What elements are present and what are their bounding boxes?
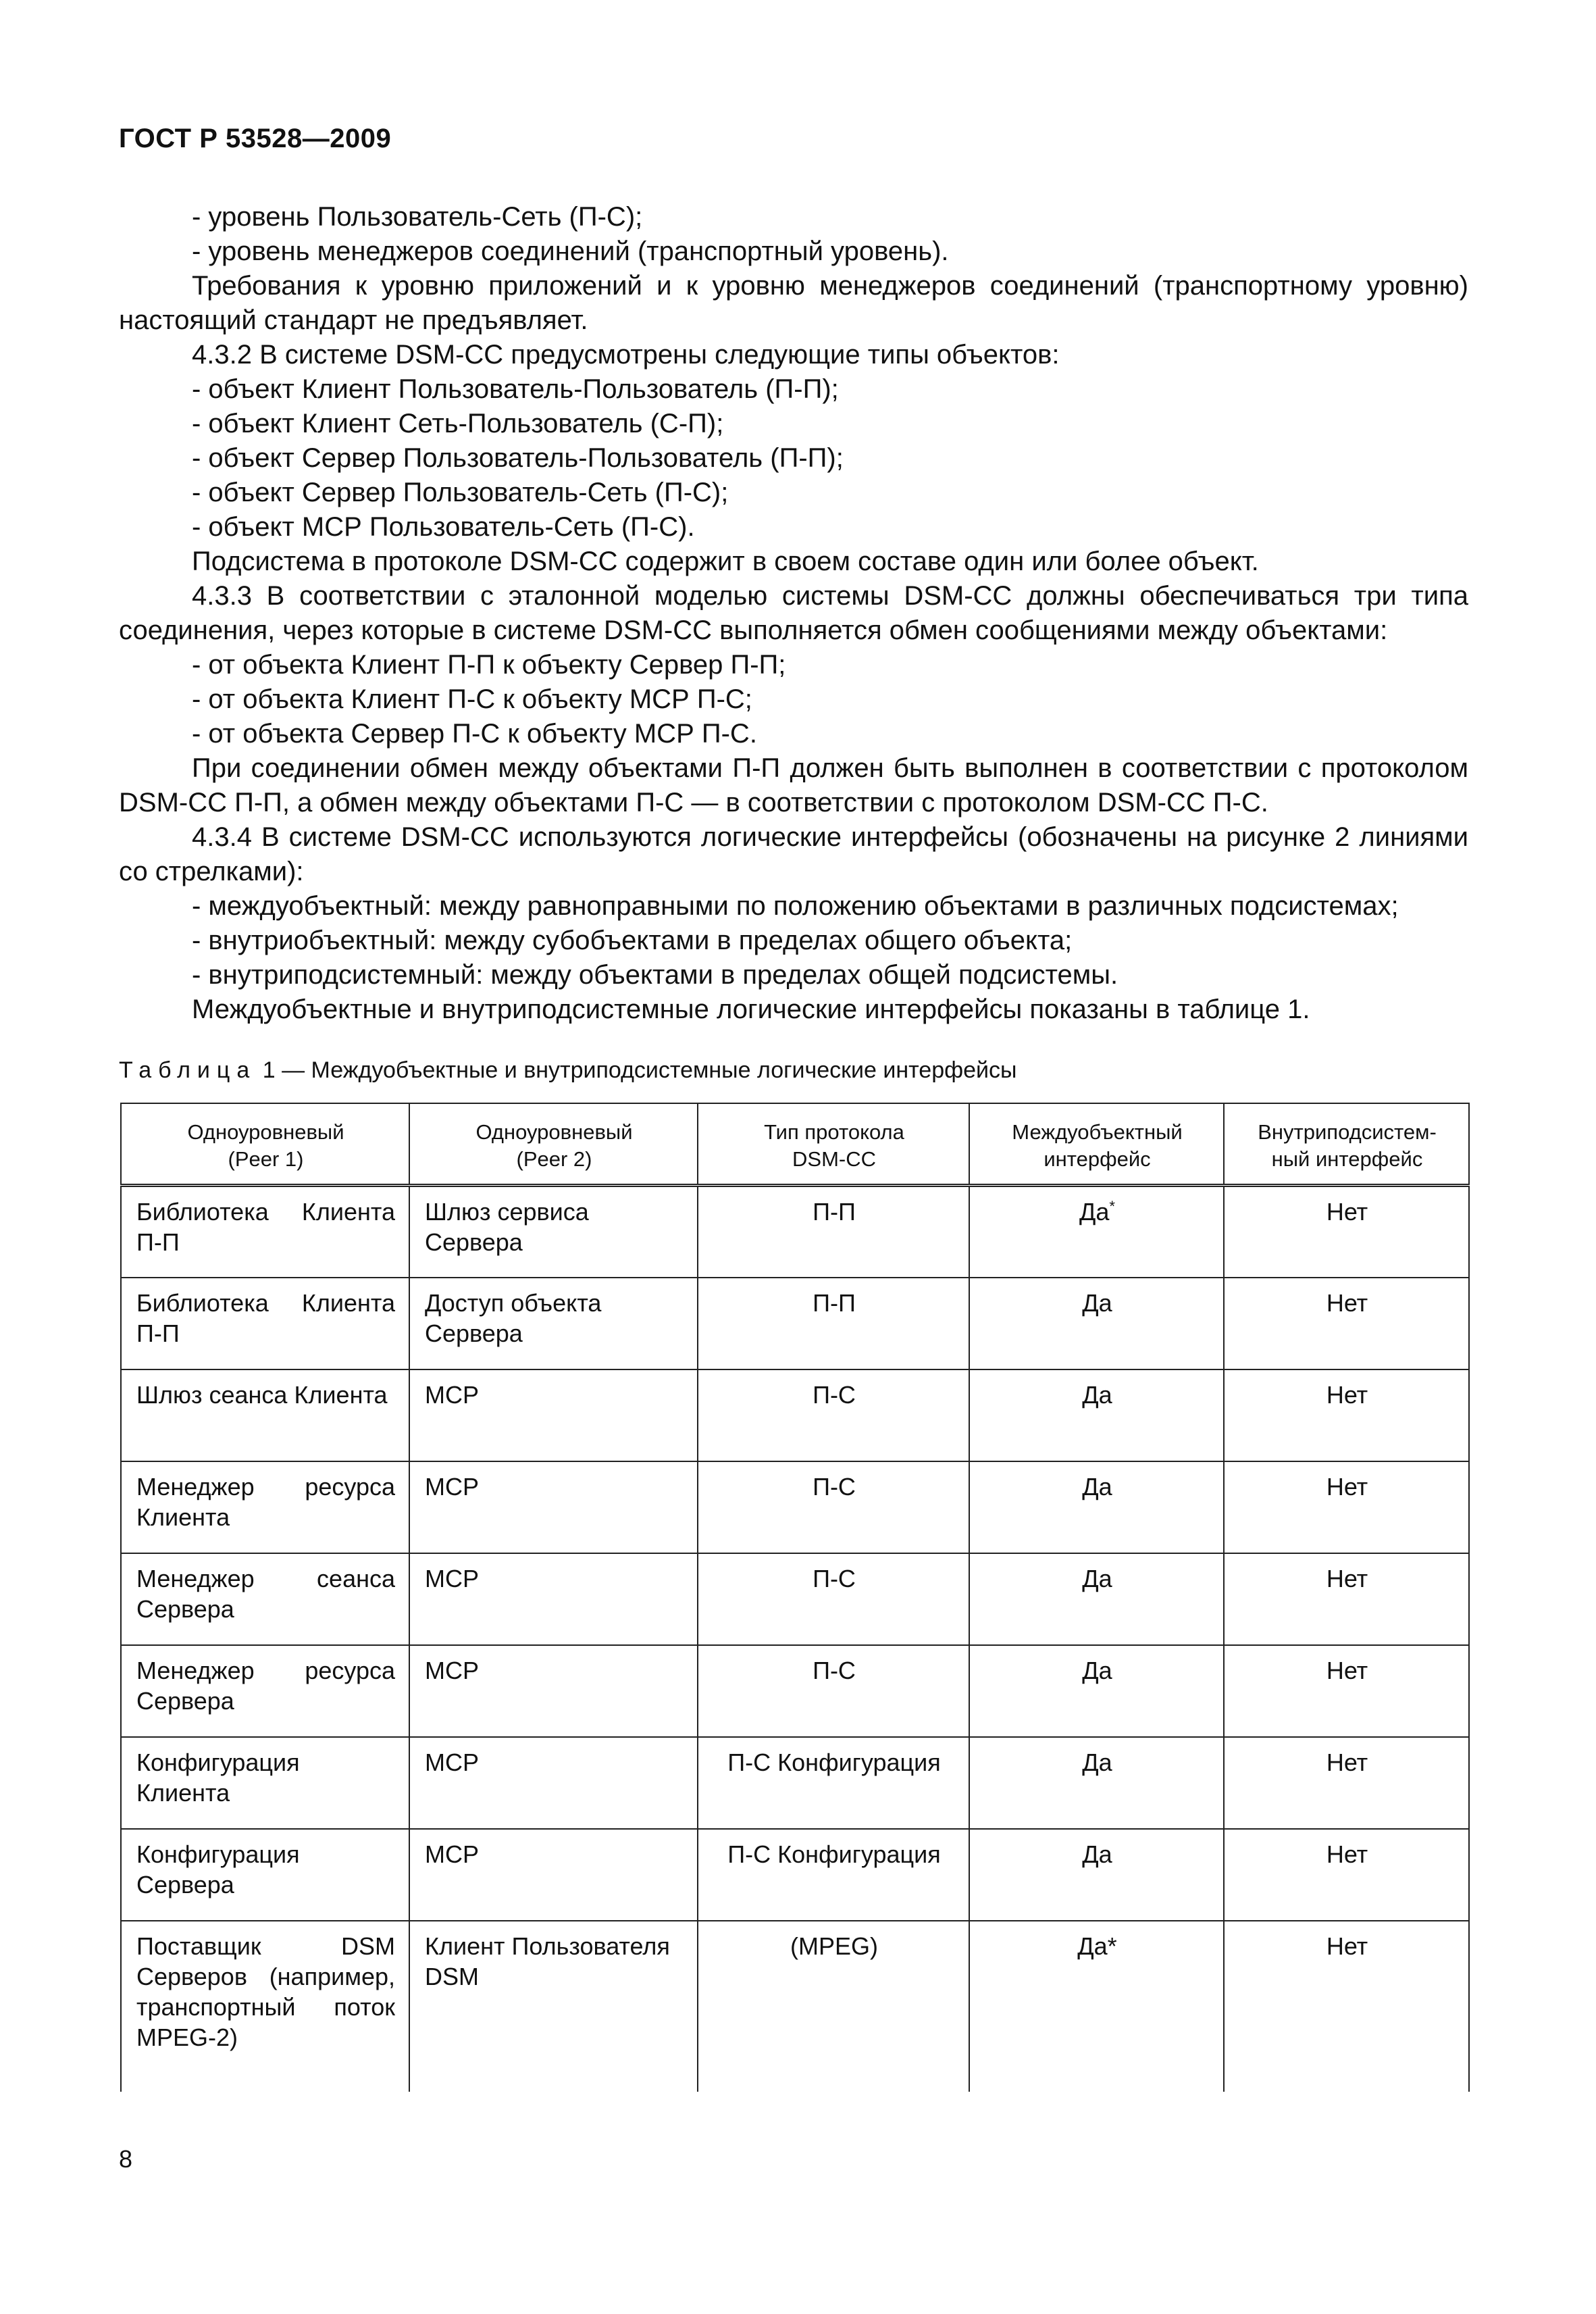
footnote-mark: * <box>1109 1198 1115 1215</box>
paragraph: - объект Сервер Пользователь-Сеть (П-С); <box>192 478 729 507</box>
cell-protocol: (MPEG) <box>698 1921 969 2092</box>
table-row <box>121 1829 1469 1921</box>
paragraph: - уровень менеджеров соединений (транспортный уровень). <box>192 236 949 266</box>
cell-protocol: П-С <box>698 1645 969 1737</box>
table-row <box>121 1461 1469 1553</box>
cell-peer2: Клиент Пользователя DSM <box>409 1921 698 2092</box>
cell-peer1: Менеджер сеанса Сервера <box>121 1553 409 1645</box>
cell-intrasubsystem: Нет <box>1224 1461 1469 1553</box>
cell-interobject: Да <box>969 1829 1224 1921</box>
cell-interobject: Да <box>969 1737 1224 1829</box>
paragraph: Подсистема в протоколе DSM-CC содержит в своем составе один или более объект. <box>192 547 1259 576</box>
paragraph: 4.3.3 В соответствии с эталонной моделью системы DSM-CC должны обеспечиваться три типа соединения, через которые в системе DSM-CC выполняется обмен сообщениями между объектами: <box>119 581 1468 645</box>
cell-interobject <box>969 1186 1224 1278</box>
table-row <box>121 1737 1469 1829</box>
cell-interobject: Да <box>969 1645 1224 1737</box>
table-row <box>121 1186 1469 1278</box>
table-caption-label: Таблица <box>119 1057 257 1083</box>
cell-peer1: Менеджер ресурса Сервера <box>121 1645 409 1737</box>
table-header-row <box>121 1103 1469 1186</box>
paragraph: При соединении обмен между объектами П-П должен быть выполнен в соответствии с протоколом DSM-CC П-П, а обмен между объектами П-С — в соответствии с протоколом DSM-CC П-С. <box>119 753 1468 818</box>
column-header-peer2 <box>409 1103 698 1186</box>
cell-peer1: Менеджер ресурса Клиента <box>121 1461 409 1553</box>
cell-protocol: П-С <box>698 1553 969 1645</box>
table-caption <box>119 1057 1016 1084</box>
paragraph: Требования к уровню приложений и к уровню менеджеров соединений (транспортному уровню) настоящий стандарт не предъявляет. <box>119 271 1468 335</box>
cell-intrasubsystem: Нет <box>1224 1369 1469 1461</box>
paragraph: - от объекта Сервер П-С к объекту МСР П-С. <box>192 719 757 749</box>
cell-peer2: МСР <box>409 1737 698 1829</box>
column-header-peer2-text: Одноуровневый (Peer 2) <box>475 1120 633 1171</box>
column-header-peer1-text: Одноуровневый (Peer 1) <box>187 1120 344 1171</box>
column-header-intrasubsystem <box>1224 1103 1469 1186</box>
cell-intrasubsystem: Нет <box>1224 1737 1469 1829</box>
cell-peer2: МСР <box>409 1829 698 1921</box>
paragraph: - внутриобъектный: между субобъектами в пределах общего объекта; <box>192 926 1073 955</box>
cell-peer2: Шлюз сервиса Сервера <box>409 1186 698 1278</box>
table-row <box>121 1645 1469 1737</box>
column-header-protocol <box>698 1103 969 1186</box>
paragraph: - внутриподсистемный: между объектами в пределах общей подсистемы. <box>192 960 1118 990</box>
cell-interobject: Да <box>969 1278 1224 1369</box>
cell-peer2: Доступ объекта Сервера <box>409 1278 698 1369</box>
column-header-peer1 <box>121 1103 409 1186</box>
cell-peer1: Шлюз сеанса Клиента <box>121 1369 409 1461</box>
paragraph: - от объекта Клиент П-П к объекту Сервер П-П; <box>192 650 786 680</box>
column-header-intrasubsystem-text: Внутриподсистем- ный интерфейс <box>1258 1120 1437 1171</box>
cell-protocol: П-П <box>698 1278 969 1369</box>
paragraph: - объект МСР Пользователь-Сеть (П-С). <box>192 512 695 542</box>
document-header: ГОСТ Р 53528—2009 <box>119 124 392 153</box>
cell-peer2: МСР <box>409 1461 698 1553</box>
cell-peer2: МСР <box>409 1369 698 1461</box>
cell-peer2: МСР <box>409 1553 698 1645</box>
cell-protocol: П-С Конфигурация <box>698 1829 969 1921</box>
page-number: 8 <box>119 2145 133 2173</box>
paragraph: Междуобъектные и внутриподсистемные логические интерфейсы показаны в таблице 1. <box>192 995 1310 1024</box>
paragraph: - от объекта Клиент П-С к объекту МСР П-С; <box>192 684 752 714</box>
column-header-protocol-text: Тип протокола DSM-CC <box>764 1120 904 1171</box>
column-header-interobject <box>969 1103 1224 1186</box>
cell-peer1: Библиотека Клиента П-П <box>121 1278 409 1369</box>
cell-peer2: МСР <box>409 1645 698 1737</box>
cell-protocol: П-С <box>698 1461 969 1553</box>
table-row <box>121 1553 1469 1645</box>
paragraph: - объект Сервер Пользователь-Пользователь (П-П); <box>192 443 844 473</box>
body-text <box>119 200 1468 1027</box>
cell-interobject: Да <box>969 1369 1224 1461</box>
paragraph: - объект Клиент Пользователь-Пользователь (П-П); <box>192 374 839 404</box>
paragraph: 4.3.4 В системе DSM-CC используются логические интерфейсы (обозначены на рисунке 2 линиями со стрелками): <box>119 822 1468 886</box>
cell-intrasubsystem: Нет <box>1224 1829 1469 1921</box>
paragraph: - объект Клиент Сеть-Пользователь (С-П); <box>192 409 724 438</box>
paragraph: 4.3.2 В системе DSM-CC предусмотрены следующие типы объектов: <box>192 340 1060 370</box>
cell-intrasubsystem: Нет <box>1224 1186 1469 1278</box>
cell-peer1: Библиотека Клиента П-П <box>121 1186 409 1278</box>
cell-protocol: П-С Конфигурация <box>698 1737 969 1829</box>
cell-peer1: Конфигурация Клиента <box>121 1737 409 1829</box>
cell-interobject-value: Да <box>1079 1198 1110 1226</box>
interfaces-table <box>120 1103 1470 2092</box>
table-row <box>121 1921 1469 2092</box>
cell-peer1: Конфигурация Сервера <box>121 1829 409 1921</box>
paragraph: - уровень Пользователь-Сеть (П-С); <box>192 202 643 232</box>
paragraph: - междуобъектный: между равноправными по положению объектами в различных подсистемах; <box>192 891 1399 921</box>
cell-intrasubsystem: Нет <box>1224 1553 1469 1645</box>
table-caption-text: 1 — Междуобъектные и внутриподсистемные логические интерфейсы <box>256 1057 1017 1083</box>
cell-intrasubsystem: Нет <box>1224 1278 1469 1369</box>
cell-intrasubsystem: Нет <box>1224 1645 1469 1737</box>
table-row <box>121 1369 1469 1461</box>
cell-interobject: Да* <box>969 1921 1224 2092</box>
cell-peer1: Поставщик DSM Серверов (например, транспортный поток MPEG-2) <box>121 1921 409 2092</box>
column-header-interobject-text: Междуобъектный интерфейс <box>1012 1120 1183 1171</box>
cell-interobject: Да <box>969 1553 1224 1645</box>
cell-protocol: П-П <box>698 1186 969 1278</box>
cell-intrasubsystem: Нет <box>1224 1921 1469 2092</box>
table-row <box>121 1278 1469 1369</box>
cell-protocol: П-С <box>698 1369 969 1461</box>
cell-interobject: Да <box>969 1461 1224 1553</box>
